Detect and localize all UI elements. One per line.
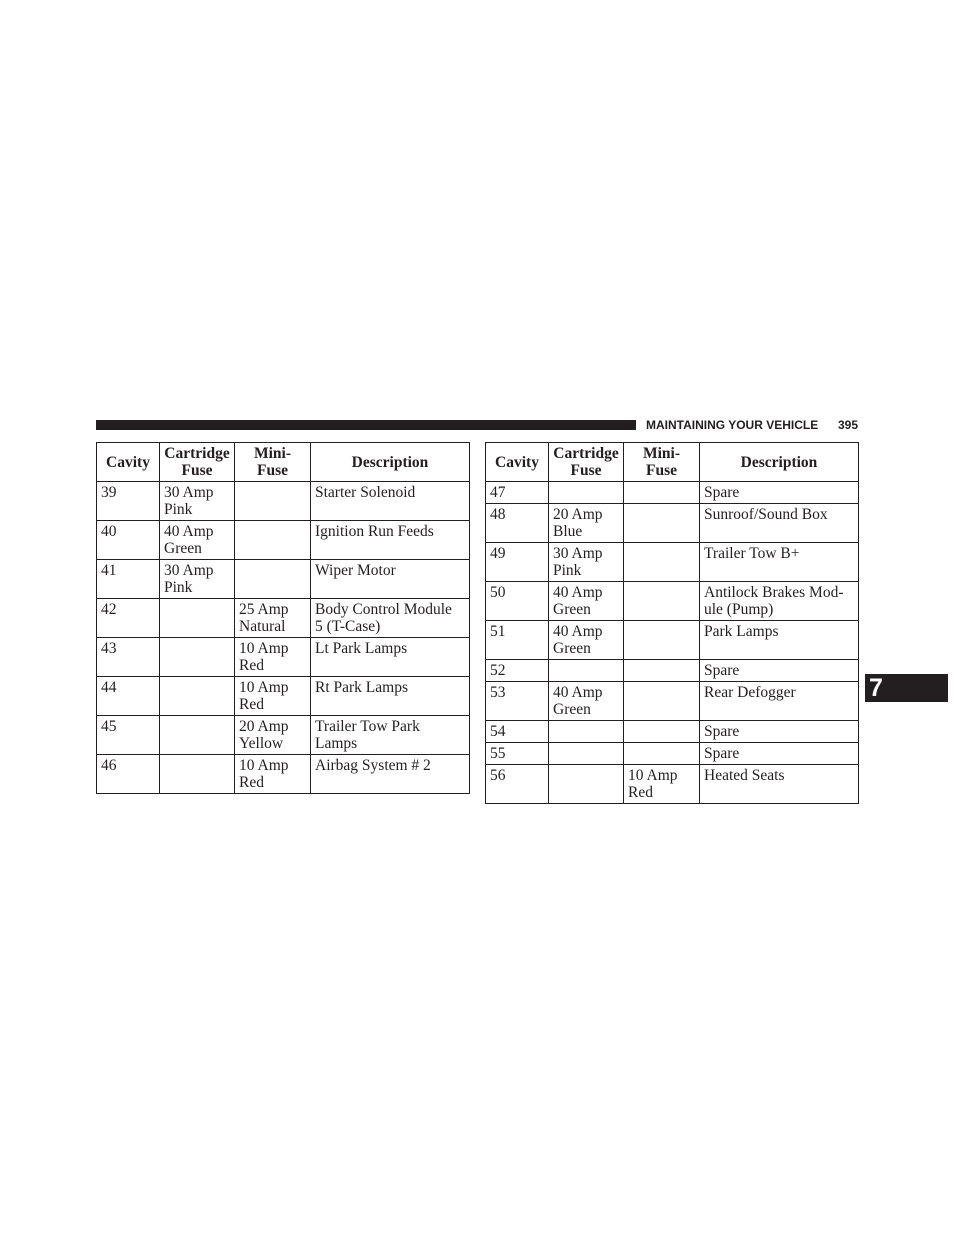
table-row: [486, 504, 859, 543]
description-cell: [311, 755, 470, 794]
cavity-cell: [486, 482, 549, 504]
mini-fuse-text: 10 Amp: [239, 757, 289, 774]
mini-fuse-cell: [624, 721, 700, 743]
description-text: 5 (T-Case): [315, 618, 381, 635]
header-cartridge-line2: Fuse: [181, 462, 213, 479]
cartridge-fuse-cell: [549, 543, 624, 582]
cavity-text: 47: [490, 484, 506, 501]
cartridge-fuse-text: 20 Amp: [553, 506, 603, 523]
description-text: Spare: [704, 723, 740, 740]
cavity-text: 50: [490, 584, 506, 601]
description-text: Trailer Tow Park: [315, 718, 420, 735]
header-description: Description: [311, 443, 470, 482]
cavity-cell: [97, 560, 160, 599]
fuse-table-left: [96, 442, 470, 794]
cartridge-fuse-text: Green: [553, 640, 591, 657]
cartridge-fuse-cell: [160, 716, 235, 755]
cartridge-fuse-text: 40 Amp: [164, 523, 214, 540]
cavity-text: 43: [101, 640, 117, 657]
cartridge-fuse-text: Pink: [164, 579, 193, 596]
cartridge-fuse-text: Green: [553, 601, 591, 618]
table-row: [97, 755, 470, 794]
cavity-text: 40: [101, 523, 117, 540]
cavity-cell: [486, 765, 549, 804]
description-text: Body Control Module: [315, 601, 452, 618]
header-cartridge-fuse: [549, 443, 624, 482]
mini-fuse-text: 10 Amp: [628, 767, 678, 784]
page-number: 395: [837, 418, 858, 432]
mini-fuse-cell: [624, 621, 700, 660]
description-cell: [311, 716, 470, 755]
section-title: MAINTAINING YOUR VEHICLE: [646, 418, 819, 432]
description-text: Sunroof/Sound Box: [704, 506, 828, 523]
cavity-cell: [486, 582, 549, 621]
cartridge-fuse-text: Pink: [164, 501, 193, 518]
header-cavity: Cavity: [486, 443, 549, 482]
cartridge-fuse-cell: [549, 504, 624, 543]
cavity-text: 54: [490, 723, 506, 740]
cartridge-fuse-text: 40 Amp: [553, 684, 603, 701]
description-cell: [700, 582, 859, 621]
description-cell: [700, 660, 859, 682]
cartridge-fuse-text: 30 Amp: [553, 545, 603, 562]
cartridge-fuse-cell: [549, 721, 624, 743]
mini-fuse-cell: [235, 638, 311, 677]
description-text: Spare: [704, 662, 740, 679]
mini-fuse-cell: [624, 482, 700, 504]
mini-fuse-text: Red: [239, 657, 264, 674]
cavity-cell: [486, 721, 549, 743]
table-row: [486, 482, 859, 504]
header-mini-line1: Mini-: [253, 445, 292, 462]
chapter-tab: 7: [865, 674, 948, 702]
cavity-text: 41: [101, 562, 117, 579]
mini-fuse-cell: [235, 599, 311, 638]
description-text: Spare: [704, 745, 740, 762]
header-rule-bar: [96, 420, 636, 430]
description-cell: [311, 677, 470, 716]
cartridge-fuse-cell: [549, 765, 624, 804]
table-row: [486, 543, 859, 582]
mini-fuse-text: Red: [628, 784, 653, 801]
description-cell: [700, 621, 859, 660]
cartridge-fuse-cell: [160, 638, 235, 677]
cavity-cell: [97, 638, 160, 677]
cartridge-fuse-cell: [160, 560, 235, 599]
description-text: Antilock Brakes Mod-: [704, 584, 844, 601]
mini-fuse-text: Red: [239, 774, 264, 791]
fuse-table-right: [485, 442, 859, 804]
mini-fuse-text: 10 Amp: [239, 640, 289, 657]
mini-fuse-cell: [235, 755, 311, 794]
mini-fuse-cell: [235, 482, 311, 521]
cavity-text: 56: [490, 767, 506, 784]
cartridge-fuse-cell: [160, 755, 235, 794]
cavity-cell: [97, 599, 160, 638]
cavity-cell: [486, 660, 549, 682]
mini-fuse-cell: [624, 765, 700, 804]
header-mini-line2: Fuse: [646, 462, 677, 479]
cartridge-fuse-cell: [160, 677, 235, 716]
table-row: [486, 743, 859, 765]
cavity-cell: [97, 521, 160, 560]
header-cartridge-fuse: [160, 443, 235, 482]
cavity-cell: [486, 504, 549, 543]
description-cell: [700, 504, 859, 543]
cartridge-fuse-cell: [549, 682, 624, 721]
description-text: Rt Park Lamps: [315, 679, 408, 696]
cartridge-fuse-cell: [549, 482, 624, 504]
header-mini-line1: Mini-: [642, 445, 681, 462]
cavity-text: 39: [101, 484, 117, 501]
cavity-text: 53: [490, 684, 506, 701]
header-cavity: Cavity: [97, 443, 160, 482]
header-mini-fuse: [624, 443, 700, 482]
mini-fuse-cell: [235, 677, 311, 716]
cavity-cell: [486, 543, 549, 582]
table-row: [97, 521, 470, 560]
mini-fuse-cell: [624, 682, 700, 721]
description-text: Starter Solenoid: [315, 484, 416, 501]
table-row: [486, 682, 859, 721]
description-cell: [700, 682, 859, 721]
description-cell: [700, 543, 859, 582]
mini-fuse-text: 25 Amp: [239, 601, 289, 618]
cartridge-fuse-cell: [549, 743, 624, 765]
description-cell: [700, 743, 859, 765]
cavity-cell: [486, 743, 549, 765]
description-cell: [311, 482, 470, 521]
cavity-cell: [486, 621, 549, 660]
cartridge-fuse-text: Green: [553, 701, 591, 718]
cavity-text: 44: [101, 679, 117, 696]
fuse-table-left-body: [97, 482, 470, 794]
fuse-table-right-body: [486, 482, 859, 804]
description-text: Park Lamps: [704, 623, 779, 640]
mini-fuse-cell: [624, 582, 700, 621]
table-row: [486, 765, 859, 804]
description-text: Rear Defogger: [704, 684, 796, 701]
mini-fuse-cell: [624, 660, 700, 682]
description-text: Ignition Run Feeds: [315, 523, 434, 540]
description-text: Trailer Tow B+: [704, 545, 800, 562]
cavity-text: 46: [101, 757, 117, 774]
cartridge-fuse-cell: [160, 482, 235, 521]
header-cartridge-line2: Fuse: [570, 462, 602, 479]
cavity-cell: [97, 716, 160, 755]
cartridge-fuse-cell: [549, 621, 624, 660]
cavity-text: 42: [101, 601, 117, 618]
mini-fuse-text: 10 Amp: [239, 679, 289, 696]
cavity-text: 49: [490, 545, 506, 562]
running-header: [646, 417, 858, 433]
cavity-text: 55: [490, 745, 506, 762]
description-text: Lamps: [315, 735, 358, 752]
cavity-text: 48: [490, 506, 506, 523]
table-header-row: [486, 443, 859, 482]
cartridge-fuse-cell: [160, 599, 235, 638]
table-row: [97, 560, 470, 599]
table-row: [486, 621, 859, 660]
header-cartridge-line1: Cartridge: [553, 445, 619, 462]
cavity-text: 52: [490, 662, 506, 679]
table-row: [97, 482, 470, 521]
table-row: [486, 660, 859, 682]
description-cell: [700, 721, 859, 743]
cartridge-fuse-text: Green: [164, 540, 202, 557]
description-text: Heated Seats: [704, 767, 785, 784]
mini-fuse-cell: [235, 521, 311, 560]
table-row: [97, 677, 470, 716]
cavity-cell: [97, 677, 160, 716]
description-cell: [700, 765, 859, 804]
mini-fuse-cell: [624, 504, 700, 543]
mini-fuse-text: Red: [239, 696, 264, 713]
description-text: Wiper Motor: [315, 562, 396, 579]
header-description: Description: [700, 443, 859, 482]
header-mini-fuse: [235, 443, 311, 482]
mini-fuse-cell: [235, 716, 311, 755]
mini-fuse-text: Yellow: [239, 735, 284, 752]
description-cell: [311, 521, 470, 560]
cartridge-fuse-cell: [160, 521, 235, 560]
description-text: Lt Park Lamps: [315, 640, 408, 657]
table-row: [486, 582, 859, 621]
cartridge-fuse-text: Blue: [553, 523, 583, 540]
description-text: Airbag System # 2: [315, 757, 431, 774]
description-cell: [700, 482, 859, 504]
mini-fuse-cell: [624, 743, 700, 765]
table-row: [97, 638, 470, 677]
description-text: ule (Pump): [704, 601, 774, 618]
cartridge-fuse-cell: [549, 660, 624, 682]
description-cell: [311, 599, 470, 638]
cartridge-fuse-text: 30 Amp: [164, 562, 214, 579]
header-mini-line2: Fuse: [257, 462, 288, 479]
table-row: [97, 599, 470, 638]
mini-fuse-cell: [235, 560, 311, 599]
cavity-cell: [97, 482, 160, 521]
description-cell: [311, 560, 470, 599]
cartridge-fuse-text: 40 Amp: [553, 584, 603, 601]
cavity-cell: [486, 682, 549, 721]
cavity-cell: [97, 755, 160, 794]
cartridge-fuse-cell: [549, 582, 624, 621]
table-row: [97, 716, 470, 755]
mini-fuse-text: 20 Amp: [239, 718, 289, 735]
description-text: Spare: [704, 484, 740, 501]
cartridge-fuse-text: Pink: [553, 562, 582, 579]
mini-fuse-text: Natural: [239, 618, 286, 635]
header-cartridge-line1: Cartridge: [164, 445, 230, 462]
description-cell: [311, 638, 470, 677]
table-row: [486, 721, 859, 743]
table-header-row: [97, 443, 470, 482]
mini-fuse-cell: [624, 543, 700, 582]
cavity-text: 45: [101, 718, 117, 735]
cartridge-fuse-text: 40 Amp: [553, 623, 603, 640]
cartridge-fuse-text: 30 Amp: [164, 484, 214, 501]
cavity-text: 51: [490, 623, 506, 640]
